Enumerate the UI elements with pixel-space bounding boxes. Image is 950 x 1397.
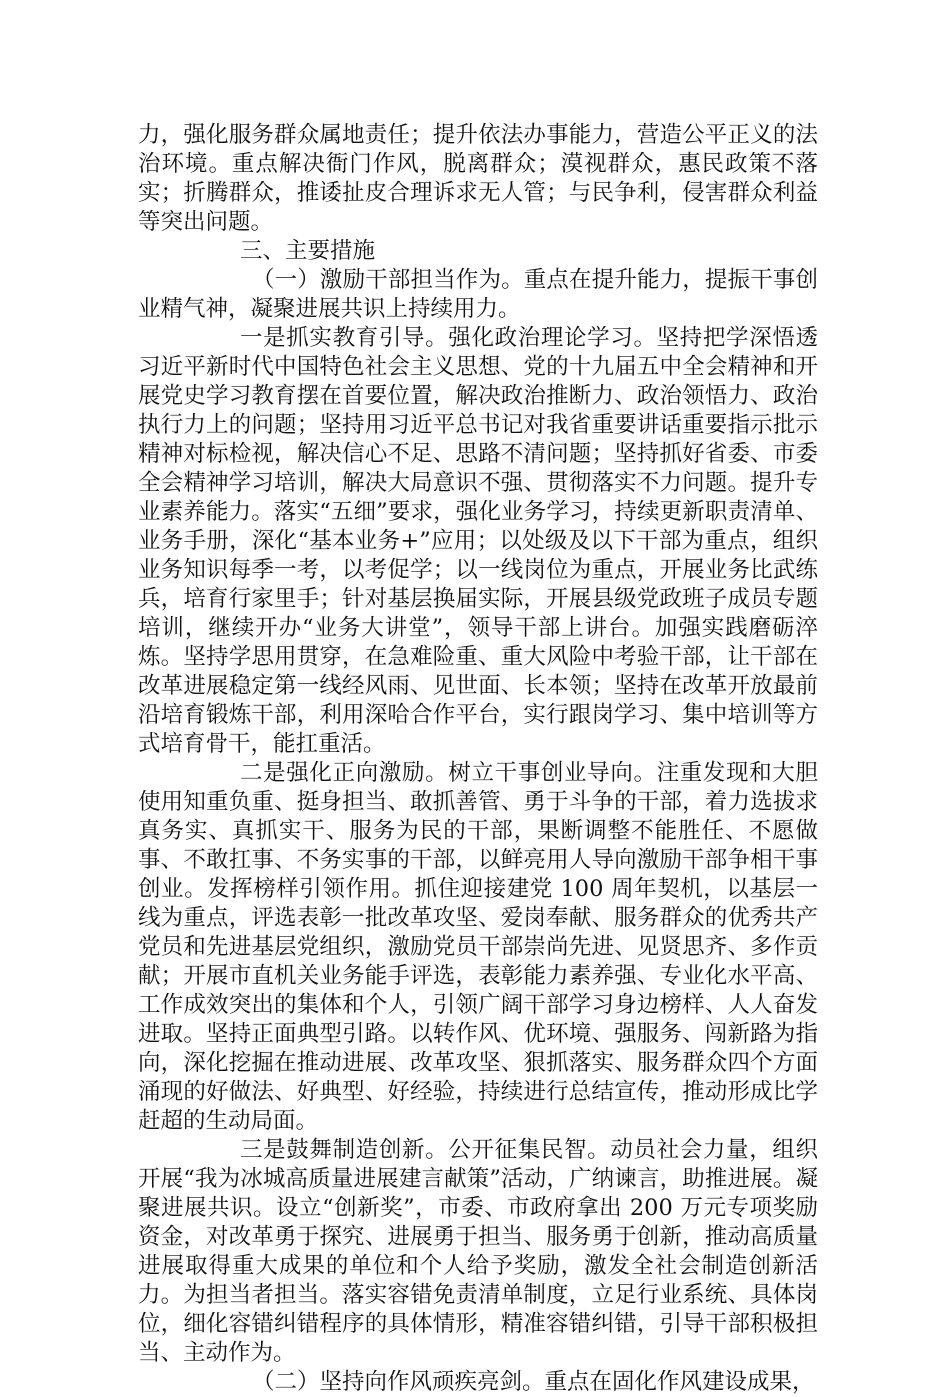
paragraph-encourage-innovation: 三是鼓舞制造创新。公开征集民智。动员社会力量，组织开展“我为冰城高质量进展建言献策”活动，广纳谏言，助推进展。凝聚进展共识。设立“创新奖”，市委、市政府拿出 200 万元专项奖励资金，对改革勇于探究、进展勇于担当、服务勇于创新，推动高质量进展取得重大成果的单位和个人给予奖励，激发全社会制造创新活力。为担当者担当。落实容错免责清单制度，立足行业系统、具体岗位，细化容错纠错程序的具体情形，精准容错纠错，引导干部积极担当、主动作为。 xyxy=(138,1137,818,1366)
paragraph-education-guidance: 一是抓实教育引导。强化政治理论学习。坚持把学深悟透习近平新时代中国特色社会主义思想、党的十九届五中全会精神和开展党史学习教育摆在首要位置，解决政治推断力、政治领悟力、政治执行力上的问题；坚持用习近平总书记对我省重要讲话重要指示批示精神对标检视，解决信心不足、思路不清问题；坚持抓好省委、市委全会精神学习培训，解决大局意识不强、贯彻落实不力问题。提升专业素养能力。落实“五细”要求，强化业务学习，持续更新职责清单、业务手册，深化“基本业务+”应用；以处级及以下干部为重点，组织业务知识每季一考，以考促学；以一线岗位为重点，开展业务比武练兵，培育行家里手；针对基层换届实际，开展县级党政班子成员专题培训，继续开办“业务大讲堂”，领导干部上讲台。加强实践磨砺淬炼。坚持学思用贯穿，在急难险重、重大风险中考验干部，让干部在改革进展稳定第一线经风雨、见世面、长本领；坚持在改革开放最前沿培育锻炼干部，利用深哈合作平台，实行跟岗学习、集中培训等方式培育骨干，能扛重活。 xyxy=(138,325,818,757)
section-heading-main-measures: 三、主要措施 xyxy=(240,238,376,264)
subsection-heading-1: （一）激励干部担当作为。重点在提升能力，提振干事创业精气神，凝聚进展共识上持续用力。 xyxy=(138,267,818,322)
subsection-heading-2: （二）坚持向作风顽疾亮剑。重点在固化作风建设成果， xyxy=(252,1369,815,1395)
document-body xyxy=(138,121,818,1397)
paragraph-positive-incentive: 二是强化正向激励。树立干事创业导向。注重发现和大胆使用知重负重、挺身担当、敢抓善管、勇于斗争的干部，着力选拔求真务实、真抓实干、服务为民的干部，果断调整不能胜任、不愿做事、不敢扛事、不务实事的干部，以鲜亮用人导向激励干部争相干事创业。发挥榜样引领作用。抓住迎接建党 100 周年契机，以基层一线为重点，评选表彰一批改革攻坚、爱岗奉献、服务群众的优秀共产党员和先进基层党组织，激励党员干部崇尚先进、见贤思齐、多作贡献；开展市直机关业务能手评选，表彰能力素养强、专业化水平高、工作成效突出的集体和个人，引领广阔干部学习身边榜样、人人奋发进取。坚持正面典型引路。以转作风、优环境、强服务、闯新路为指向，深化挖掘在推动进展、改革攻坚、狠抓落实、服务群众四个方面涌现的好做法、好典型、好经验，持续进行总结宣传，推动形成比学赶超的生动局面。 xyxy=(138,760,818,1134)
paragraph-continuation: 力，强化服务群众属地责任；提升依法办事能力，营造公平正义的法治环境。重点解决衙门作风，脱离群众；漠视群众，惠民政策不落实；折腾群众，推诿扯皮合理诉求无人管；与民争利，侵害群众利益等突出问题。 xyxy=(138,122,818,235)
